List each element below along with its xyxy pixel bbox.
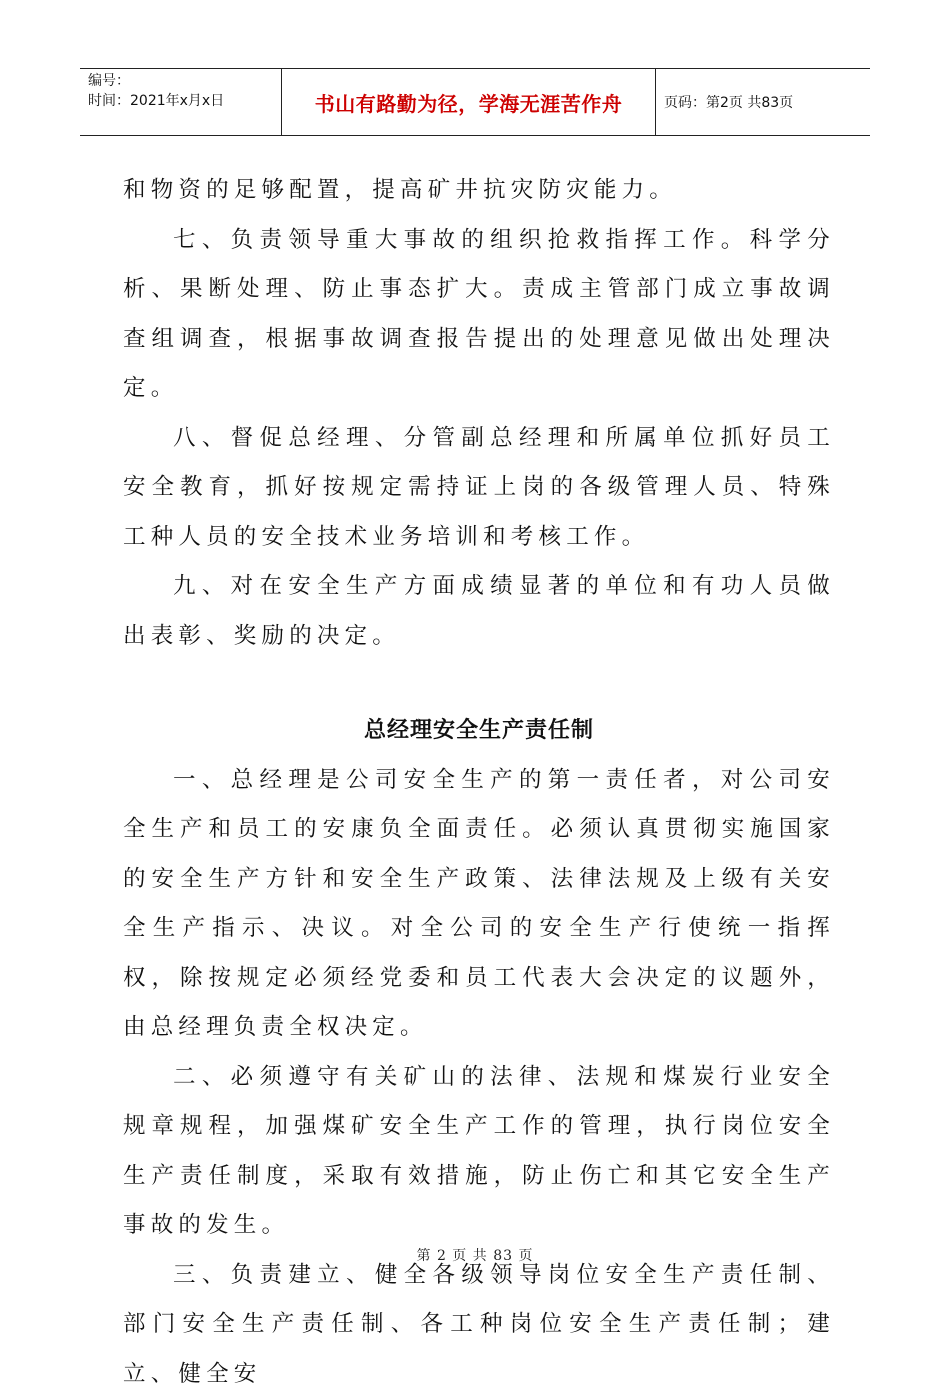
paragraph-item-7: 七、负责领导重大事故的组织抢救指挥工作。科学分析、果断处理、防止事态扩大。责成主管部门成立事故调查组调查，根据事故调查报告提出的处理意见做出处理决定。 xyxy=(123,216,835,414)
header-page-info: 页码：第2页 共83页 xyxy=(656,69,870,135)
paragraph-continuation: 和物资的足够配置，提高矿井抗灾防灾能力。 xyxy=(123,166,835,216)
paragraph-item-8: 八、督促总经理、分管副总经理和所属单位抓好员工安全教育，抓好按规定需持证上岗的各级管理人员、特殊工种人员的安全技术业务培训和考核工作。 xyxy=(123,414,835,563)
header-meta xyxy=(80,69,282,135)
document-number-label: 编号： xyxy=(88,71,281,91)
section-spacer xyxy=(123,661,835,706)
page-footer: 第 2 页 共 83 页 xyxy=(0,1245,950,1265)
document-body xyxy=(123,166,835,1399)
paragraph-item-1: 一、总经理是公司安全生产的第一责任者，对公司安全生产和员工的安康负全面责任。必须认真贯彻实施国家的安全生产方针和安全生产政策、法律法规及上级有关安全生产指示、决议。对全公司的安全生产行使统一指挥权，除按规定必须经党委和员工代表大会决定的议题外，由总经理负责全权决定。 xyxy=(123,756,835,1053)
document-header xyxy=(80,68,870,136)
paragraph-item-2: 二、必须遵守有关矿山的法律、法规和煤炭行业安全规章规程，加强煤矿安全生产工作的管理，执行岗位安全生产责任制度，采取有效措施，防止伤亡和其它安全生产事故的发生。 xyxy=(123,1053,835,1251)
section-title: 总经理安全生产责任制 xyxy=(123,706,835,756)
document-time-label: 时间：2021年x月x日 xyxy=(88,91,281,111)
header-motto: 书山有路勤为径，学海无涯苦作舟 xyxy=(282,69,656,135)
paragraph-item-9: 九、对在安全生产方面成绩显著的单位和有功人员做出表彰、奖励的决定。 xyxy=(123,562,835,661)
paragraph-item-3: 三、负责建立、健全各级领导岗位安全生产责任制、部门安全生产责任制、各工种岗位安全生产责任制；建立、健全安 xyxy=(123,1251,835,1399)
